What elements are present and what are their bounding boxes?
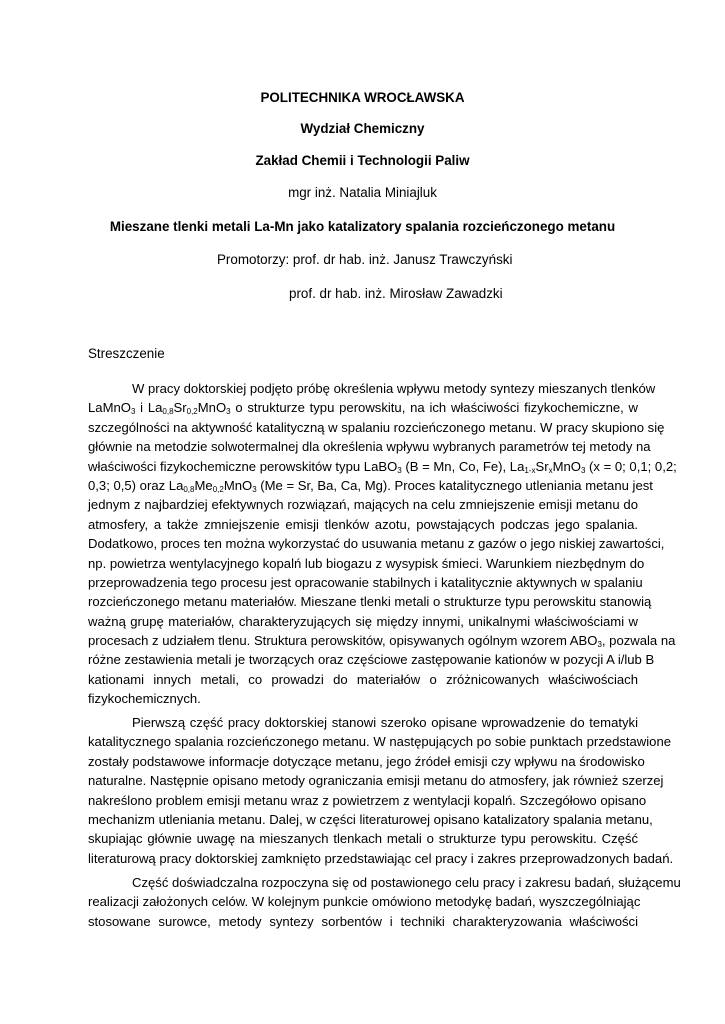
promoter-line-2: prof. dr hab. inż. Mirosław Zawadzki [289,286,503,301]
abstract-paragraph-2 [88,713,674,868]
abstract-heading: Streszczenie [88,346,165,361]
text-line: fizykochemicznych. [88,691,201,707]
text-line: rozcieńczonego metanu materiałów. Mieszane tlenki metali o strukturze typu perowskitu stanowią [88,594,652,610]
text-line: Dodatkowo, proces ten można wykorzystać do usuwania metanu z gazów o jego niskiej zawartości, [88,536,665,552]
subscript: 3 [397,465,402,475]
subscript: x [548,465,553,475]
text-line: W pracy doktorskiej podjęto próbę określenia wpływu metody syntezy mieszanych tlenków [132,381,656,396]
subscript: 3 [130,407,136,417]
text-line: jednym z najbardziej efektywnych rozwiązań, mających na celu zmniejszenie emisji metanu do [88,497,638,513]
text-line: ważną grupę materiałów, charakteryzujących się między innymi, unikalnymi właściwościami w [88,613,638,629]
subscript: 1-x [524,465,536,475]
promoter-line-1: Promotorzy: prof. dr hab. inż. Janusz Trawczyński [217,252,513,267]
text-line: różne zestawienia metali je tworzących oraz częściowe zastępowanie kationów w pozycji A i/lub B [88,652,655,668]
text-line: Pierwszą część pracy doktorskiej stanowi szeroko opisane wprowadzenie do tematyki [132,715,638,730]
text-line: szczególności na aktywność katalityczną w spalaniu rozcieńczonego metanu. W pracy skupiono się [88,419,665,435]
text-line: stosowane surowce, metody syntezy sorbentów i techniki charakteryzowania właściwości [88,913,638,929]
text-line: 0,3; 0,5) oraz $La_{0,8}Me_{0,2}MnO_3$ (Me = Sr, Ba, Ca, Mg). Proces katalitycznego utleniania metanu jest [88,477,653,494]
text-line: mechanizm utleniania metanu. Dalej, w części literaturowej opisano katalizatory spalania metanu, [88,811,653,827]
author-name: mgr inż. Natalia Miniajluk [288,185,437,200]
abstract-paragraph-1 [88,379,677,709]
subscript: 0,8 [183,484,195,494]
department-name: Zakład Chemii i Technologii Paliw [255,153,470,168]
faculty-name: Wydział Chemiczny [300,121,425,136]
abstract-paragraph-3 [88,873,681,931]
text-line: literaturową pracy doktorskiej zamknięto przedstawiając cel pracy i zakres przeprowadzonych badań. [88,850,674,866]
text-line: Część doświadczalna rozpoczyna się od postawionego celu pracy i zakresu badań, służącemu [132,875,681,890]
text-line: katalitycznego spalania rozcieńczonego metanu. W następujących po sobie punktach przedstawione [88,734,672,750]
subscript: 0,2 [212,484,224,494]
subscript: 3 [580,465,586,475]
subscript: 0,2 [186,407,198,417]
text-line: zostały podstawowe informacje dotyczące metanu, jego źródeł emisji czy wpływu na środowisko [88,753,645,769]
text-line: skupiając głównie uwagę na mieszanych tlenkach metali o strukturze typu perowskitu. Część [88,831,638,847]
subscript: 3 [597,640,602,650]
text-line: przeprowadzenia tego procesu jest opracowanie stabilnych i katalitycznie aktywnych w spalaniu [88,574,643,590]
subscript: 3 [252,484,257,494]
text-line: realizacji założonych celów. W kolejnym punkcie omówiono metodykę badań, wyszczególniając [88,894,641,910]
text-line: nakreślono problem emisji metanu wraz z powietrzem z wentylacji kopalń. Szczegółowo opisano [88,792,647,808]
text-line: właściwości fizykochemiczne perowskitów typu LaBO$_3$ (B = Mn, Co, Fe), $La_{1-x}Sr_xMnO_3$ (x = 0; 0,1; 0,2; [88,458,677,475]
university-name: POLITECHNIKA WROCŁAWSKA [260,90,465,105]
text-line: atmosfery, a także zmniejszenie emisji tlenków azotu, powstających podczas jego spalania. [88,516,638,532]
text-line: LaMnO$_3$ i $La_{0,8}Sr_{0,2}MnO_3$ o strukturze typu perowskitu, na ich właściwości fizykochemiczne, w [88,400,638,417]
text-line: procesach z udziałem tlenu. Struktura perowskitów, opisywanych ogólnym wzorem $ABO_3$, pozwala na [88,633,676,650]
text-line: głównie na metodzie solwotermalnej dla określenia wpływu wybranych parametrów tej metody na [88,439,651,455]
subscript: 0,8 [162,407,174,417]
text-line: np. powietrza wentylacyjnego kopalń lub biogazu z wysypisk śmieci. Warunkiem niezbędnym do [88,555,645,571]
subscript: 3 [226,407,231,417]
text-line: naturalne. Następnie opisano metody ograniczania emisji metanu do atmosfery, jak również szerzej [88,773,664,789]
thesis-title: Mieszane tlenki metali La-Mn jako katalizatory spalania rozcieńczonego metanu [109,219,616,234]
text-line: kationami innych metali, co prowadzi do materiałów o zróżnicowanych właściwościach [88,671,638,687]
